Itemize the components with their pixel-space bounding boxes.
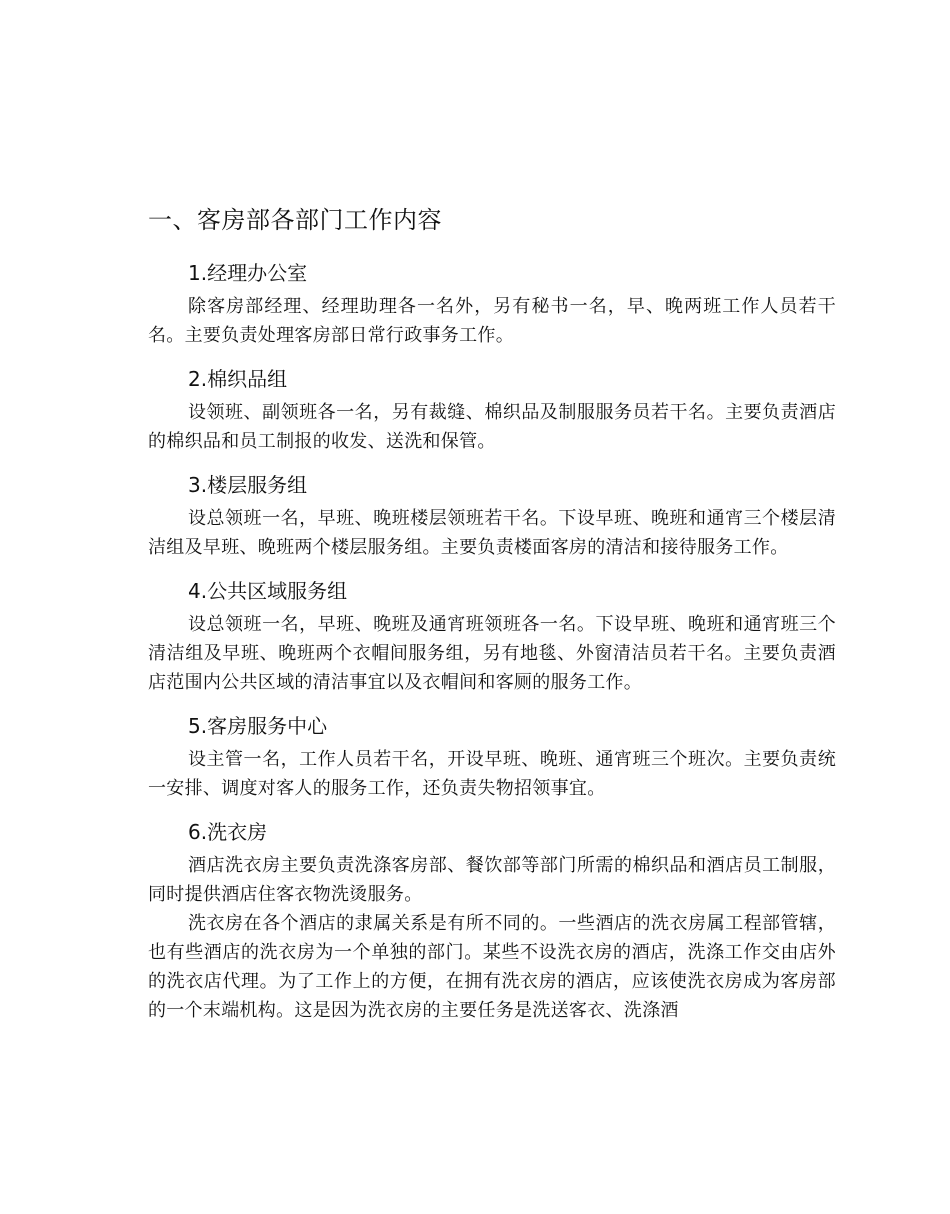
section-paragraph: 设总领班一名，早班、晚班楼层领班若干名。下设早班、晚班和通宵三个楼层清洁组及早班、晚班两个楼层服务组。主要负责楼面客房的清洁和接待服务工作。 [148, 508, 836, 558]
section-floor-service [148, 470, 836, 562]
section-heading: 6.洗衣房 [188, 820, 268, 844]
main-heading: 一、客房部各部门工作内容 [148, 206, 442, 234]
section-paragraph: 酒店洗衣房主要负责洗涤客房部、餐饮部等部门所需的棉织品和酒店员工制服，同时提供酒店住客衣物洗烫服务。 [148, 855, 836, 905]
section-paragraph: 设领班、副领班各一名，另有裁缝、棉织品及制服服务员若干名。主要负责酒店的棉织品和员工制报的收发、送洗和保管。 [148, 402, 836, 452]
section-manager-office [148, 258, 836, 350]
section-paragraph: 设主管一名，工作人员若干名，开设早班、晚班、通宵班三个班次。主要负责统一安排、调度对客人的服务工作，还负责失物招领事宜。 [148, 749, 836, 799]
section-linen-group [148, 364, 836, 456]
document-page [148, 202, 836, 1025]
section-heading: 5.客房服务中心 [188, 714, 328, 738]
section-heading: 3.楼层服务组 [188, 473, 308, 497]
section-public-area [148, 576, 836, 697]
section-paragraph: 除客房部经理、经理助理各一名外，另有秘书一名，早、晚两班工作人员若干名。主要负责处理客房部日常行政事务工作。 [148, 296, 836, 346]
section-service-center [148, 711, 836, 803]
section-paragraph: 设总领班一名，早班、晚班及通宵班领班各一名。下设早班、晚班和通宵班三个清洁组及早班、晚班两个衣帽间服务组，另有地毯、外窗清洁员若干名。主要负责酒店范围内公共区域的清洁事宜以及衣帽间和客厕的服务工作。 [148, 614, 836, 693]
section-heading: 4.公共区域服务组 [188, 579, 348, 603]
section-laundry [148, 817, 836, 1025]
section-heading: 1.经理办公室 [188, 261, 308, 285]
section-heading: 2.棉织品组 [188, 367, 288, 391]
section-paragraph: 洗衣房在各个酒店的隶属关系是有所不同的。一些酒店的洗衣房属工程部管辖，也有些酒店的洗衣房为一个单独的部门。某些不设洗衣房的酒店，洗涤工作交由店外的洗衣店代理。为了工作上的方便，在拥有洗衣房的酒店，应该使洗衣房成为客房部的一个末端机构。这是因为洗衣房的主要任务是洗送客衣、洗涤酒 [148, 913, 836, 1021]
